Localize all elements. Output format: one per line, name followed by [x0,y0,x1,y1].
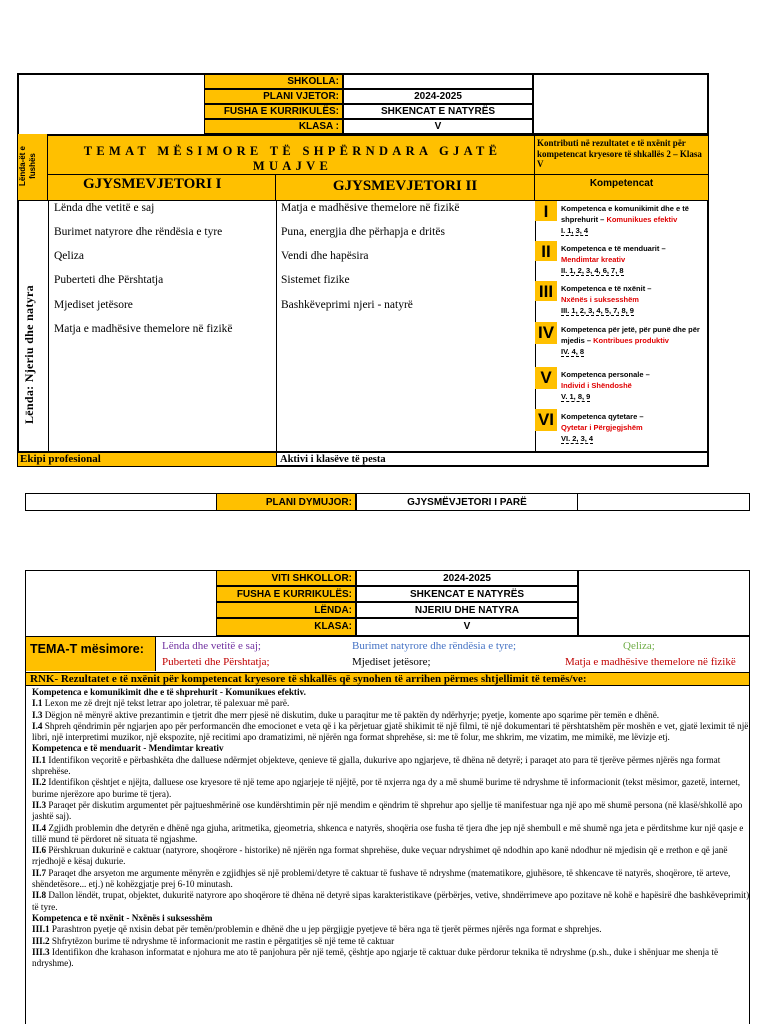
outcome-text: Përshkruan dukurinë e caktuar (natyrore, shoqërore - historike) në njërën nga format shprehëse, duke veçuar ndryshimet që ndodhin apo kanë ndodhur në mjedisin që e rrethon e që janë rrjedhojë e kësaj dukurie. [32,845,728,867]
sem2-topic: Sistemet fizike [281,274,350,286]
competence-role: Individ i Shëndoshë [561,381,632,390]
outcome-heading: Kompetenca e komunikimit dhe e të shprehurit - Komunikues efektiv. [32,687,306,697]
outcome-heading: Kompetenca e të nxënit - Nxënës i suksesshëm [32,912,213,923]
annual-plan-label: PLANI VJETOR: [204,89,343,104]
topics-label: TEMA-T mësimore: [26,637,156,671]
outcome-code: II.6 [32,845,47,856]
competence-row-4 [535,322,707,366]
outcome-item [32,924,750,935]
class-label: KLASA : [204,119,343,134]
subject-label: LËNDA: [216,602,356,618]
competence-codes: III. 1, 2, 3, 4, 5, 7, 8, 9 [561,306,634,315]
outcome-item [32,698,750,709]
competence-role: Kontribues produktiv [593,336,669,345]
outcome-code: I.4 [32,720,43,731]
competence-role: Qytetar i Përgjegjshëm [561,423,643,432]
outcome-text: Identifikon dhe krahason informatat e njohura me ato të panjohura për një temë, çështje apo ngjarje të caktuar duke përdorur teknika të ndryshme (p.sh., duke i shënjuar me shenja të ndryshme). [32,946,719,969]
outcome-item [32,777,750,800]
curriculum-field-label: FUSHA E KURRIKULËS: [204,104,343,119]
competence-text [561,411,705,444]
school-label: SHKOLLA: [204,74,343,89]
subject-vertical-label: Lënda: Njeriu dhe natyra [22,285,36,424]
outcome-item [32,721,750,744]
sem1-topic: Lënda dhe vetitë e saj [54,202,155,214]
rnk-heading: RNK- Rezultatet e të nxënit për kompetencat kryesore të shkallës që synohen të arrihen përmes shtjellimit të temës/ve: [26,672,749,686]
outcome-item [32,823,750,846]
school-value [343,74,533,89]
competence-codes: I. 1, 3, 4 [561,226,589,235]
outcome-code: III.3 [32,946,50,957]
sem1-topic: Matja e madhësive themelore në fizikë [54,323,233,335]
outcome-code: II.3 [32,799,47,810]
competence-codes: VI. 2, 3, 4 [561,434,594,443]
semester-2-header: GJYSMEVJETORI II [276,174,535,200]
topic-purple: Lënda dhe vetitë e saj; [162,640,261,652]
competence-text [561,243,705,276]
sem2-topic: Puna, energjia dhe përhapja e dritës [281,226,445,238]
competence-title: Kompetenca qytetare – [561,412,644,421]
sem1-topic: Burimet natyrore dhe rëndësia e tyre [54,226,223,238]
outcome-text: Identifikon veçoritë e përbashkëta dhe dalluese ndërmjet objekteve, qenieve të gjalla, dukurive apo ngjarjeve, të dhëna në detyrë; i paraqet ato para të tjerëve përmes njërës nga format shprehëse. [32,754,721,777]
semester-1-header: GJYSMEVJETORI I [48,174,276,200]
competence-row-3 [535,281,707,321]
outcome-text: Identifikon çështjet e njëjta, dalluese ose kryesore të një teme apo ngjarjeje të njëjtë, por të nxjerra nga dy a më shumë burime të ndryshme të informacionit (tekst mësimor, gazetë, internet, burime njerëzore apo burime të tjera). [32,777,741,799]
topic-black: Mjediset jetësore; [352,656,431,668]
competence-codes: IV. 4, 8 [561,347,585,356]
class-activity: Aktivi i klasëve të pesta [280,454,386,465]
competence-title: Kompetenca e komunikimit dhe e të shprehurit – [561,204,689,224]
class-label-2: KLASA: [216,618,356,636]
competence-roman: II [535,241,557,261]
outcome-text: Dallon lëndët, trupat, objektet, dukuritë natyrore apo shoqërore të dhëna në detyrë sipas karakteristikave (përbërjes, vetive, shndërrimeve apo pozitave në kohë e hapësirë dhe bashkëveprimit) të tyre. [32,890,750,912]
class-value-2: V [356,618,578,636]
outcome-item [32,936,750,947]
outcome-text: Shfrytëzon burime të ndryshme të informacionit me rastin e përgatitjes së një teme të caktuar [49,935,395,946]
curriculum-field-value: SHKENCAT E NATYRËS [343,104,533,119]
outcome-code: II.8 [32,890,47,901]
outcome-item [32,710,750,721]
competence-text [561,369,705,402]
header-empty-cell-2 [578,570,750,636]
competence-roman: V [535,367,557,389]
competence-role: Nxënës i suksesshëm [561,295,639,304]
competence-row-2 [535,241,707,281]
competence-roman: I [535,201,557,221]
outcome-code: I.3 [32,709,43,720]
header-empty-cell [533,74,708,134]
annual-plan-value: 2024-2025 [343,89,533,104]
topics-title: TEMAT MËSIMORE TË SHPËRNDARA GJATË MUAJVE [83,144,502,173]
competence-title: Kompetenca për jetë, për punë dhe për mjedis – [561,325,700,345]
divider [276,200,277,466]
competence-text [561,203,705,236]
competence-role: Komunikues efektiv [606,215,678,224]
curriculum-field-label-2: FUSHA E KURRIKULËS: [216,586,356,602]
competence-codes: V. 1, 8, 9 [561,392,591,401]
sem1-topic: Qeliza [54,250,85,262]
competence-roman: III [535,281,557,301]
contribution-note: Kontributi në rezultatet e të nxënit për kompetencat kryesore të shkallës 2 – Klasa V [535,134,708,174]
competence-codes: II. 1, 2, 3, 4, 6, 7, 8 [561,266,624,275]
outcome-code: III.2 [32,935,50,946]
competence-roman: IV [535,322,557,344]
divider [48,200,49,451]
competence-roman: VI [535,409,557,431]
competences-header: Kompetencat [535,174,708,200]
topic-red-2: Matja e madhësive themelore në fizikë [565,656,736,668]
outcome-text: Shpreh qëndrimin për ngjarjen apo për performancën dhe emocionet e veta që i ka përjetuar gjatë shikimit të një filmi, të një dokumentari të përshtatshëm për moshën e vet, gjatë leximit të një libri, një interpretimi muzikor, një ekspozite, një recitimi apo dramatizimi, në njërën nga format shprehëse, si: me të folur, me shkrim, me vizatim, me mimikë, me lëvizje etj. [32,720,749,743]
competence-title: Kompetenca e të menduarit – [561,244,666,253]
outcome-text: Zgjidh problemin dhe detyrën e dhënë nga gjuha, aritmetika, gjeometria, shkenca e natyrës, shoqëria ose fusha të tjera dhe jep një shembull e më shumë nga jeta e përditshme kur një qasje e tillë mund të përdoret në situata të ngjashme. [32,822,744,844]
competence-text [561,324,705,357]
outcome-heading: Kompetenca e të menduarit - Mendimtar kreativ [32,743,224,754]
learning-outcomes [32,687,750,969]
outcome-code: II.1 [32,754,47,765]
sem2-topic: Bashkëveprimi njeri - natyrë [281,299,413,311]
outcome-code: III.1 [32,924,50,935]
outcome-item [32,890,750,913]
outcome-text: Paraqet për diskutim argumentet për pajtueshmërinë ose kundërshtimin për një mendim e qëndrim të shprehur apo sjellje të manifestuar nga një apo më shumë persona (në klasë/shkollë apo jashtë saj). [32,799,743,822]
competence-text [561,283,705,316]
outcome-item [32,947,750,970]
curriculum-field-value-2: SHKENCAT E NATYRËS [356,586,578,602]
outcome-code: II.7 [32,867,47,878]
outcome-text: Paraqet dhe arsyeton me argumente mënyrën e zgjidhjes së një problemi/detyre të caktuar të fushave të ndryshme (matematikore, gjuhësore, të shkencave të natyrës, shoqërore, të arteve, shëndetësore... etj.) në kohëzgjatje prej 6-10 minutash. [32,867,731,890]
outcome-code: II.4 [32,822,47,833]
competence-role: Mendimtar kreativ [561,255,626,264]
outcome-text: Lexon me zë drejt një tekst letrar apo joletrar, të palexuar më parë. [42,698,290,709]
topic-green: Qeliza; [623,640,655,652]
school-year-label: VITI SHKOLLOR: [216,570,356,586]
competence-row-6 [535,409,707,451]
competence-title: Kompetenca personale – [561,370,650,379]
outcome-text: Parashtron pyetje që nxisin debat për temën/problemin e dhënë dhe u jep përgjigje pyetjeve të bëra nga të tjerët përmes njërës nga format e shprehjes. [49,924,602,935]
bimonthly-plan-value: GJYSMËVJETORI I PARË [356,493,578,511]
professional-team: Ekipi profesional [18,453,276,466]
competence-row-5 [535,367,707,407]
competence-title: Kompetenca e të nxënit – [561,284,652,293]
outcome-item [32,868,750,891]
sem1-topic: Puberteti dhe Përshtatja [54,274,164,286]
outcome-item [32,755,750,778]
outcome-item [32,800,750,823]
class-value: V [343,119,533,134]
outcome-code: II.2 [32,777,47,788]
sem2-topic: Vendi dhe hapësira [281,250,369,262]
competence-row-1 [535,201,707,241]
outcome-item [32,845,750,868]
subject-value: NJERIU DHE NATYRA [356,602,578,618]
sem2-topic: Matja e madhësive themelore në fizikë [281,202,460,214]
topic-red: Puberteti dhe Përshtatja; [162,656,270,668]
school-year-value: 2024-2025 [356,570,578,586]
sem1-topic: Mjediset jetësore [54,299,133,311]
topic-blue: Burimet natyrore dhe rëndësia e tyre; [352,640,517,652]
outcome-text: Dëgjon në mënyrë aktive prezantimin e tjetrit dhe merr pjesë në diskutim, duke u paraqitur me të paktën dy ndërhyrje; pyetje, komente apo sqarime për temën e dhënë. [42,709,660,720]
subjects-side-label: Lënda-ët e fushës [18,146,37,187]
bimonthly-plan-label: PLANI DYMUJOR: [216,493,356,511]
outcome-code: I.1 [32,698,43,709]
